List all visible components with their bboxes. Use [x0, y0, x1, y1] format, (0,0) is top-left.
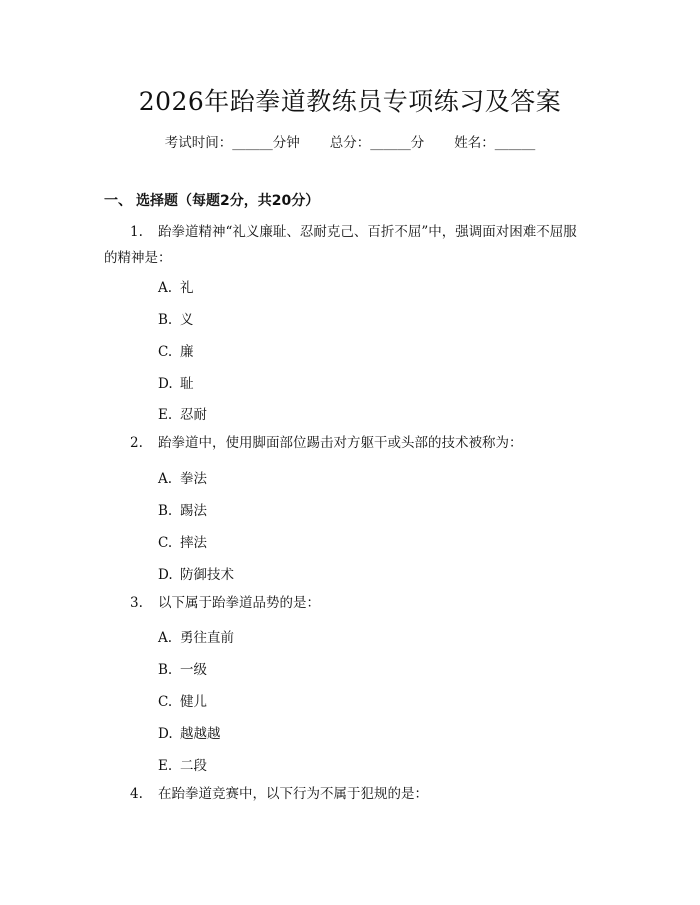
- exam-name: 姓名：______: [454, 135, 536, 151]
- option-letter: A.: [158, 471, 173, 487]
- question-text: 在跆拳道竞赛中，以下行为不属于犯规的是：: [158, 786, 428, 802]
- option-letter: A.: [158, 630, 173, 646]
- option-item: [158, 372, 194, 392]
- question-number: 4.: [130, 786, 143, 802]
- option-letter: A.: [158, 280, 173, 296]
- option-letter: C.: [158, 535, 173, 551]
- question-number: 3.: [130, 595, 143, 611]
- option-item: [158, 276, 194, 296]
- question-text: 以下属于跆拳道品势的是：: [158, 595, 320, 611]
- option-item: [158, 690, 207, 710]
- option-text: 健儿: [180, 694, 207, 710]
- option-letter: E.: [158, 758, 173, 774]
- option-text: 越越越: [180, 726, 221, 742]
- option-item: [158, 531, 207, 551]
- option-item: [158, 499, 207, 519]
- option-text: 忍耐: [180, 407, 207, 423]
- question-number: 2.: [130, 435, 143, 451]
- option-item: [158, 403, 207, 423]
- option-text: 摔法: [180, 535, 207, 551]
- option-letter: B.: [158, 503, 173, 519]
- section-heading: [104, 190, 319, 210]
- question-text: 跆拳道精神“礼义廉耻、忍耐克己、百折不屈”中，强调面对困难不屈服: [158, 224, 577, 240]
- option-letter: D.: [158, 376, 173, 392]
- document-title: 2026年跆拳道教练员专项练习及答案: [138, 87, 562, 116]
- option-text: 礼: [180, 280, 194, 296]
- option-item: [158, 340, 194, 360]
- option-text: 防御技术: [180, 567, 234, 583]
- option-item: [158, 658, 207, 678]
- option-text: 耻: [180, 376, 194, 392]
- option-text: 义: [180, 312, 194, 328]
- question-4: [104, 781, 604, 807]
- option-letter: D.: [158, 726, 173, 742]
- option-text: 一级: [180, 662, 207, 678]
- option-item: [158, 754, 207, 774]
- option-text: 二段: [180, 758, 207, 774]
- question-3: [104, 590, 604, 616]
- question-text-cont: 的精神是：: [104, 250, 172, 266]
- option-letter: B.: [158, 312, 173, 328]
- question-2: [104, 430, 604, 456]
- question-1: [104, 219, 604, 271]
- option-item: [158, 626, 234, 646]
- option-text: 廉: [180, 344, 194, 360]
- option-letter: E.: [158, 407, 173, 423]
- exam-meta: [0, 131, 700, 151]
- section-title: 选择题（每题2分，共20分）: [136, 193, 320, 209]
- option-item: [158, 308, 194, 328]
- option-letter: C.: [158, 344, 173, 360]
- option-letter: C.: [158, 694, 173, 710]
- option-text: 勇往直前: [180, 630, 234, 646]
- question-number: 1.: [130, 224, 143, 240]
- option-letter: D.: [158, 567, 173, 583]
- option-text: 踢法: [180, 503, 207, 519]
- option-item: [158, 563, 234, 583]
- option-item: [158, 722, 221, 742]
- option-letter: B.: [158, 662, 173, 678]
- question-text: 跆拳道中，使用脚面部位踢击对方躯干或头部的技术被称为：: [158, 435, 523, 451]
- exam-time: 考试时间：______分钟: [164, 135, 300, 151]
- exam-score: 总分：______分: [329, 135, 425, 151]
- section-number: 一、: [104, 193, 132, 209]
- option-text: 拳法: [180, 471, 207, 487]
- option-item: [158, 467, 207, 487]
